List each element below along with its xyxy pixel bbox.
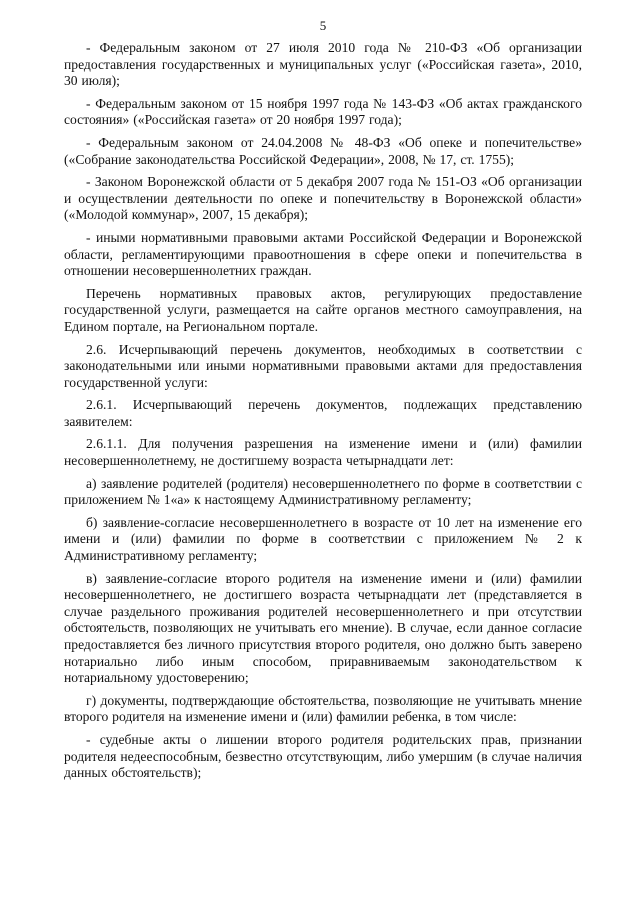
paragraph-law-210fz: - Федеральным законом от 27 июля 2010 года № 210-ФЗ «Об организации предоставления государственных и муниципальных услуг («Российская газета», 2010, 30 июля); [64, 40, 582, 89]
paragraph-law-143fz: - Федеральным законом от 15 ноября 1997 года № 143-ФЗ «Об актах гражданского состояния» («Российская газета» от 20 ноября 1997 года); [64, 95, 582, 128]
paragraph-law-151oz: - Законом Воронежской области от 5 декабря 2007 года № 151-ОЗ «Об организации и осуществлении деятельности по опеке и попечительству в Воронежской области» («Молодой коммунар», 2007, 15 декабря); [64, 174, 582, 223]
paragraph-law-48fz: - Федеральным законом от 24.04.2008 № 48-ФЗ «Об опеке и попечительстве» («Собрание законодательства Российской Федерации», 2008, № 17, ст. 1755); [64, 134, 582, 167]
paragraph-item-g: г) документы, подтверждающие обстоятельства, позволяющие не учитывать мнение второго родителя на изменение имени и (или) фамилии ребенка, в том числе: [64, 692, 582, 725]
paragraph-section-2-6-1-1: 2.6.1.1. Для получения разрешения на изменение имени и (или) фамилии несовершеннолетнему, не достигшему возраста четырнадцати лет: [64, 436, 582, 469]
paragraph-section-2-6-1: 2.6.1. Исчерпывающий перечень документов, подлежащих представлению заявителем: [64, 397, 582, 429]
paragraph-other-acts: - иными нормативными правовыми актами Российской Федерации и Воронежской области, регламентирующими правоотношения в сфере опеки и попечительства в отношении несовершеннолетних граждан. [64, 229, 582, 279]
paragraph-acts-list-location: Перечень нормативных правовых актов, регулирующих предоставление государственной услуги, размещается на сайте органов местного самоуправления, на Едином портале, на Региональном портале. [64, 285, 582, 334]
paragraph-section-2-6: 2.6. Исчерпывающий перечень документов, необходимых в соответствии с законодательными или иными нормативными правовыми актами для предоставления государственной услуги: [64, 341, 582, 390]
paragraph-court-acts: - судебные акты о лишении второго родителя родительских прав, признании родителя недееспособным, безвестно отсутствующим, либо умершим (в случае наличия данных обстоятельств); [64, 731, 582, 781]
paragraph-item-a: а) заявление родителей (родителя) несовершеннолетнего по форме в соответствии с приложением № 1«а» к настоящему Административному регламенту; [64, 475, 582, 508]
paragraph-item-v: в) заявление-согласие второго родителя на изменение имени и (или) фамилии несовершеннолетнего, не достигшего возраста четырнадцати лет (представляется в случае раздельного проживания родителей несовершеннолетнего и при отсутствии обстоятельств, позволяющих не учитывать его мнение). В случае, если данное согласие предоставляется без личного присутствия второго родителя, оно должно быть заверено нотариально либо иным способом, приравниваемым законодательством к нотариальному удостоверению; [64, 570, 582, 686]
page-number: 5 [319, 18, 327, 33]
paragraph-item-b: б) заявление-согласие несовершеннолетнего в возрасте от 10 лет на изменение его имени и (или) фамилии по форме в соответствии с приложением № 2 к Административному регламенту; [64, 514, 582, 564]
document-page [64, 18, 582, 788]
